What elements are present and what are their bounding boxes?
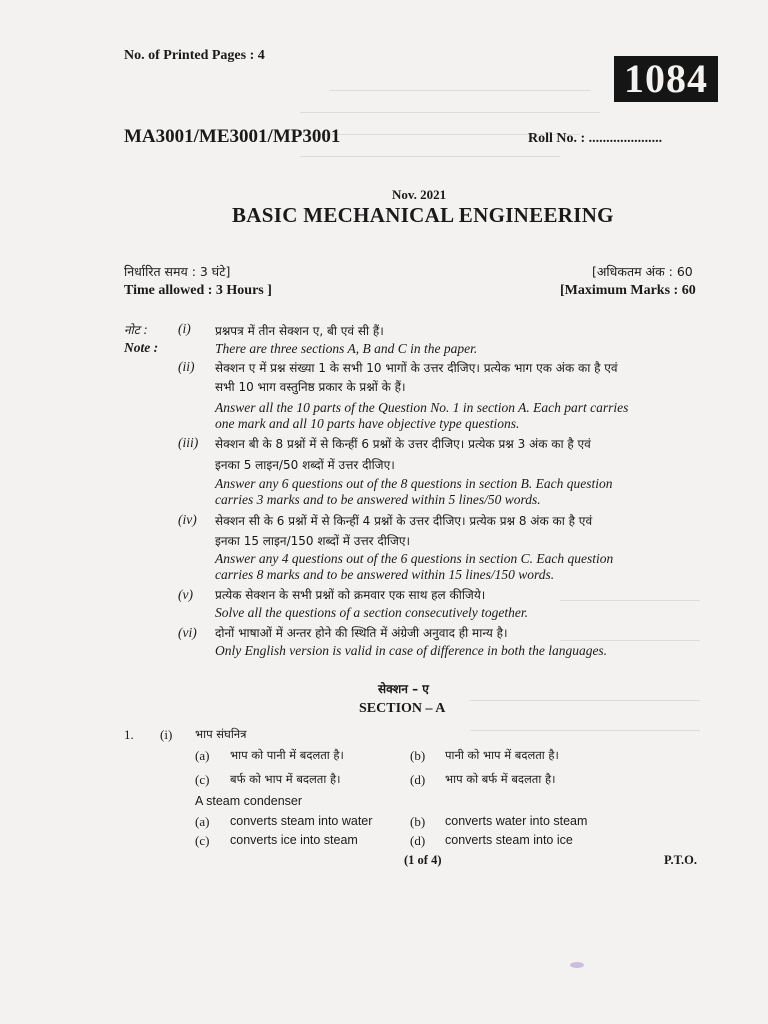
instruction-number: (iv) xyxy=(178,512,197,527)
option-label: (a) xyxy=(195,748,210,763)
maximum-marks-hindi: [अधिकतम अंक : 60 xyxy=(592,264,693,279)
time-allowed: Time allowed : 3 Hours ] xyxy=(124,283,272,298)
page-number: (1 of 4) xyxy=(404,853,442,867)
option-text: converts steam into ice xyxy=(445,833,573,847)
instruction-english: carries 8 marks and to be answered within 15 lines/150 words. xyxy=(215,567,555,582)
option-text-hindi: भाप को पानी में बदलता है। xyxy=(230,748,344,762)
instruction-english: There are three sections A, B and C in the paper. xyxy=(215,341,478,356)
option-text: converts water into steam xyxy=(445,814,588,828)
option-text: converts steam into water xyxy=(230,814,373,828)
instruction-english: Only English version is valid in case of difference in both the languages. xyxy=(215,643,608,658)
pto-label: P.T.O. xyxy=(664,853,697,867)
instruction-english: one mark and all 10 parts have objective type questions. xyxy=(215,416,520,431)
question-part: (i) xyxy=(160,727,173,742)
option-label: (b) xyxy=(410,748,426,763)
instruction-number: (ii) xyxy=(178,359,195,374)
instruction-hindi: प्रश्नपत्र में तीन सेक्शन ए, बी एवं सी हैं। xyxy=(215,324,384,338)
instruction-english: Answer any 6 questions out of the 8 questions in section B. Each question xyxy=(215,476,613,491)
maximum-marks: [Maximum Marks : 60 xyxy=(560,283,696,298)
instruction-hindi: सभी 10 भाग वस्तुनिष्ठ प्रकार के प्रश्नों के हैं। xyxy=(215,380,406,394)
exam-date: Nov. 2021 xyxy=(392,187,447,202)
instruction-number: (vi) xyxy=(178,625,197,640)
question-number: 1. xyxy=(124,727,134,742)
option-label: (b) xyxy=(410,814,426,829)
paper-code-number: 1084 xyxy=(614,56,718,102)
instruction-hindi: सेक्शन सी के 6 प्रश्नों में से किन्हीं 4 प्रश्नों के उत्तर दीजिए। प्रत्येक प्रश्न 8 अंक का है एवं xyxy=(215,514,593,528)
section-heading: SECTION – A xyxy=(359,701,446,716)
section-heading-hindi: सेक्शन – ए xyxy=(378,682,429,696)
instruction-hindi: प्रत्येक सेक्शन के सभी प्रश्नों को क्रमवार एक साथ हल कीजिये। xyxy=(215,588,486,602)
instruction-english: Solve all the questions of a section consecutively together. xyxy=(215,605,529,620)
instruction-hindi: सेक्शन बी के 8 प्रश्नों में से किन्हीं 6 प्रश्नों के उत्तर दीजिए। प्रत्येक प्रश्न 3 अंक का है एवं xyxy=(215,437,591,451)
question-stem: A steam condenser xyxy=(195,794,303,808)
option-label: (a) xyxy=(195,814,210,829)
note-label: Note : xyxy=(124,340,159,355)
question-stem-hindi: भाप संघनित्र xyxy=(195,727,247,741)
ink-smudge xyxy=(570,962,584,968)
option-label: (d) xyxy=(410,833,426,848)
option-text-hindi: पानी को भाप में बदलता है। xyxy=(445,748,559,762)
time-allowed-hindi: निर्धारित समय : 3 घंटे] xyxy=(124,264,231,279)
instruction-number: (iii) xyxy=(178,435,199,450)
instruction-english: Answer any 4 questions out of the 6 questions in section C. Each question xyxy=(215,551,614,566)
note-label-hindi: नोट : xyxy=(124,323,148,337)
instruction-number: (v) xyxy=(178,587,193,602)
option-text-hindi: बर्फ को भाप में बदलता है। xyxy=(230,772,341,786)
instruction-english: Answer all the 10 parts of the Question No. 1 in section A. Each part carries xyxy=(215,400,629,415)
instruction-number: (i) xyxy=(178,321,191,336)
paper-codes: MA3001/ME3001/MP3001 xyxy=(124,126,341,147)
roll-number: Roll No. : ..................... xyxy=(528,131,663,146)
option-label: (d) xyxy=(410,772,426,787)
instruction-hindi: इनका 5 लाइन/50 शब्दों में उत्तर दीजिए। xyxy=(215,458,395,472)
instruction-hindi: इनका 15 लाइन/150 शब्दों में उत्तर दीजिए। xyxy=(215,534,411,548)
option-label: (c) xyxy=(195,833,210,848)
instruction-english: carries 3 marks and to be answered within 5 lines/50 words. xyxy=(215,492,541,507)
option-label: (c) xyxy=(195,772,210,787)
instruction-hindi: सेक्शन ए में प्रश्न संख्या 1 के सभी 10 भागों के उत्तर दीजिए। प्रत्येक भाग एक अंक का है एवं xyxy=(215,361,618,375)
page-title: BASIC MECHANICAL ENGINEERING xyxy=(232,203,614,227)
option-text: converts ice into steam xyxy=(230,833,358,847)
printed-pages: No. of Printed Pages : 4 xyxy=(124,48,265,63)
option-text-hindi: भाप को बर्फ में बदलता है। xyxy=(445,772,556,786)
instruction-hindi: दोनों भाषाओं में अन्तर होने की स्थिति में अंग्रेजी अनुवाद ही मान्य है। xyxy=(215,626,508,640)
